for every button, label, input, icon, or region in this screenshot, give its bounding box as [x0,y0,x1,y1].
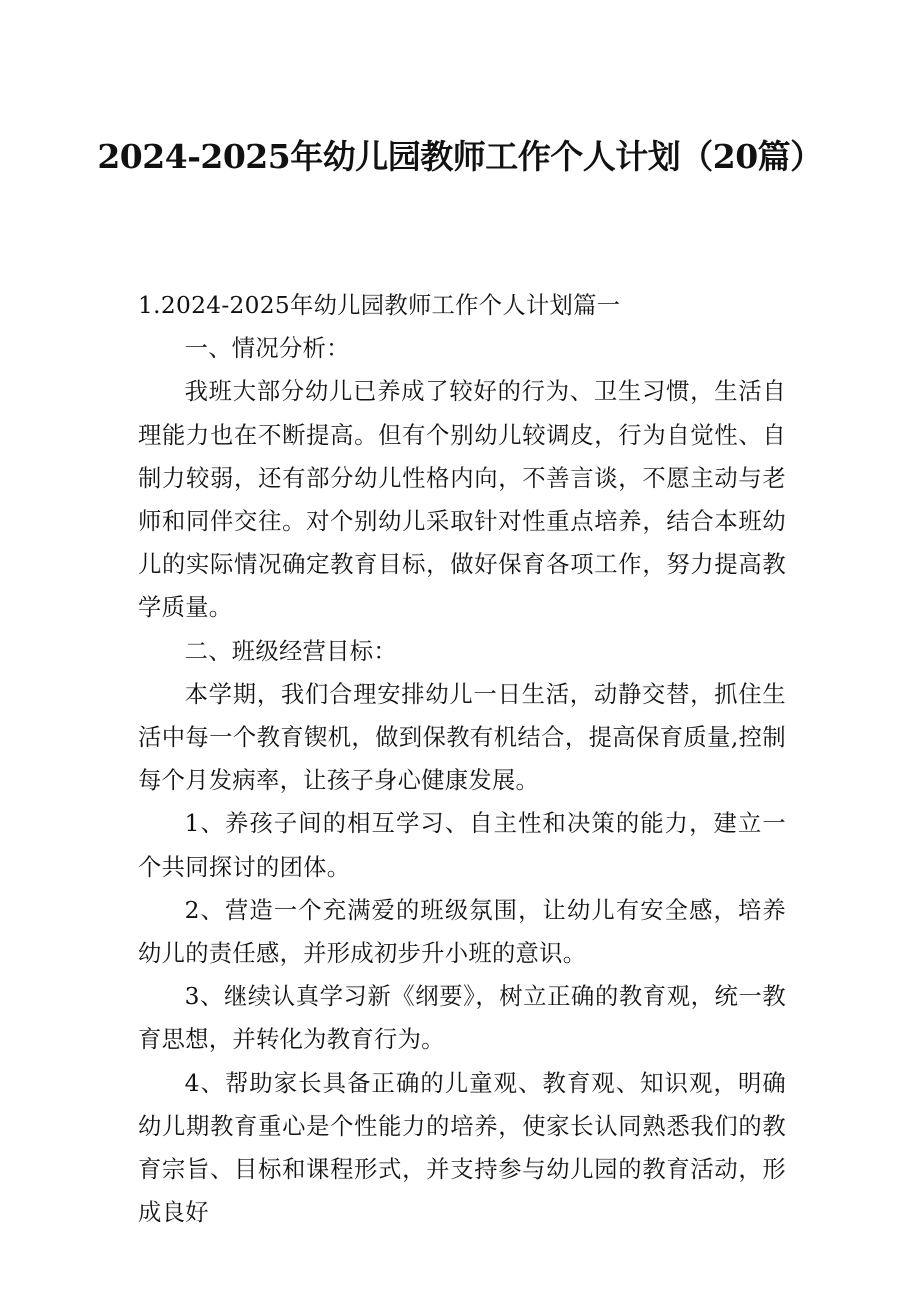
document-body [138,284,786,1234]
section-heading: 1.2024-2025年幼儿园教师工作个人计划篇一 [138,292,621,319]
list-item-1: 1、养孩子间的相互学习、自主性和决策的能力，建立一个共同探讨的团体。 [138,810,786,881]
list-item-2: 2、营造一个充满爱的班级氛围，让幼儿有安全感，培养幼儿的责任感，并形成初步升小班的意识。 [138,896,786,968]
list-item-3: 3、继续认真学习新《纲要》，树立正确的教育观，统一教育思想，并转化为教育行为。 [138,983,786,1054]
subheading-class-goals: 二、班级经营目标： [184,637,397,665]
document-title: 2024-2025年幼儿园教师工作个人计划（20篇） [97,137,823,177]
paragraph-situation: 我班大部分幼儿已养成了较好的行为、卫生习惯，生活自理能力也在不断提高。但有个别幼儿较调皮，行为自觉性、自制力较弱，还有部分幼儿性格内向，不善言谈，不愿主动与老师和同伴交往。对个别幼儿采取针对性重点培养，结合本班幼儿的实际情况确定教育目标，做好保育各项工作，努力提高教学质量。 [138,378,786,622]
list-item-4: 4、帮助家长具备正确的儿童观、教育观、知识观，明确幼儿期教育重心是个性能力的培养，使家长认同熟悉我们的教育宗旨、目标和课程形式，并支持参与幼儿园的教育活动，形成良好 [138,1069,786,1227]
paragraph-class-goals: 本学期，我们合理安排幼儿一日生活，动静交替，抓住生活中每一个教育锲机，做到保教有机结合，提高保育质量,控制每个月发病率，让孩子身心健康发展。 [138,680,786,795]
subheading-situation-analysis: 一、情况分析： [184,335,350,363]
